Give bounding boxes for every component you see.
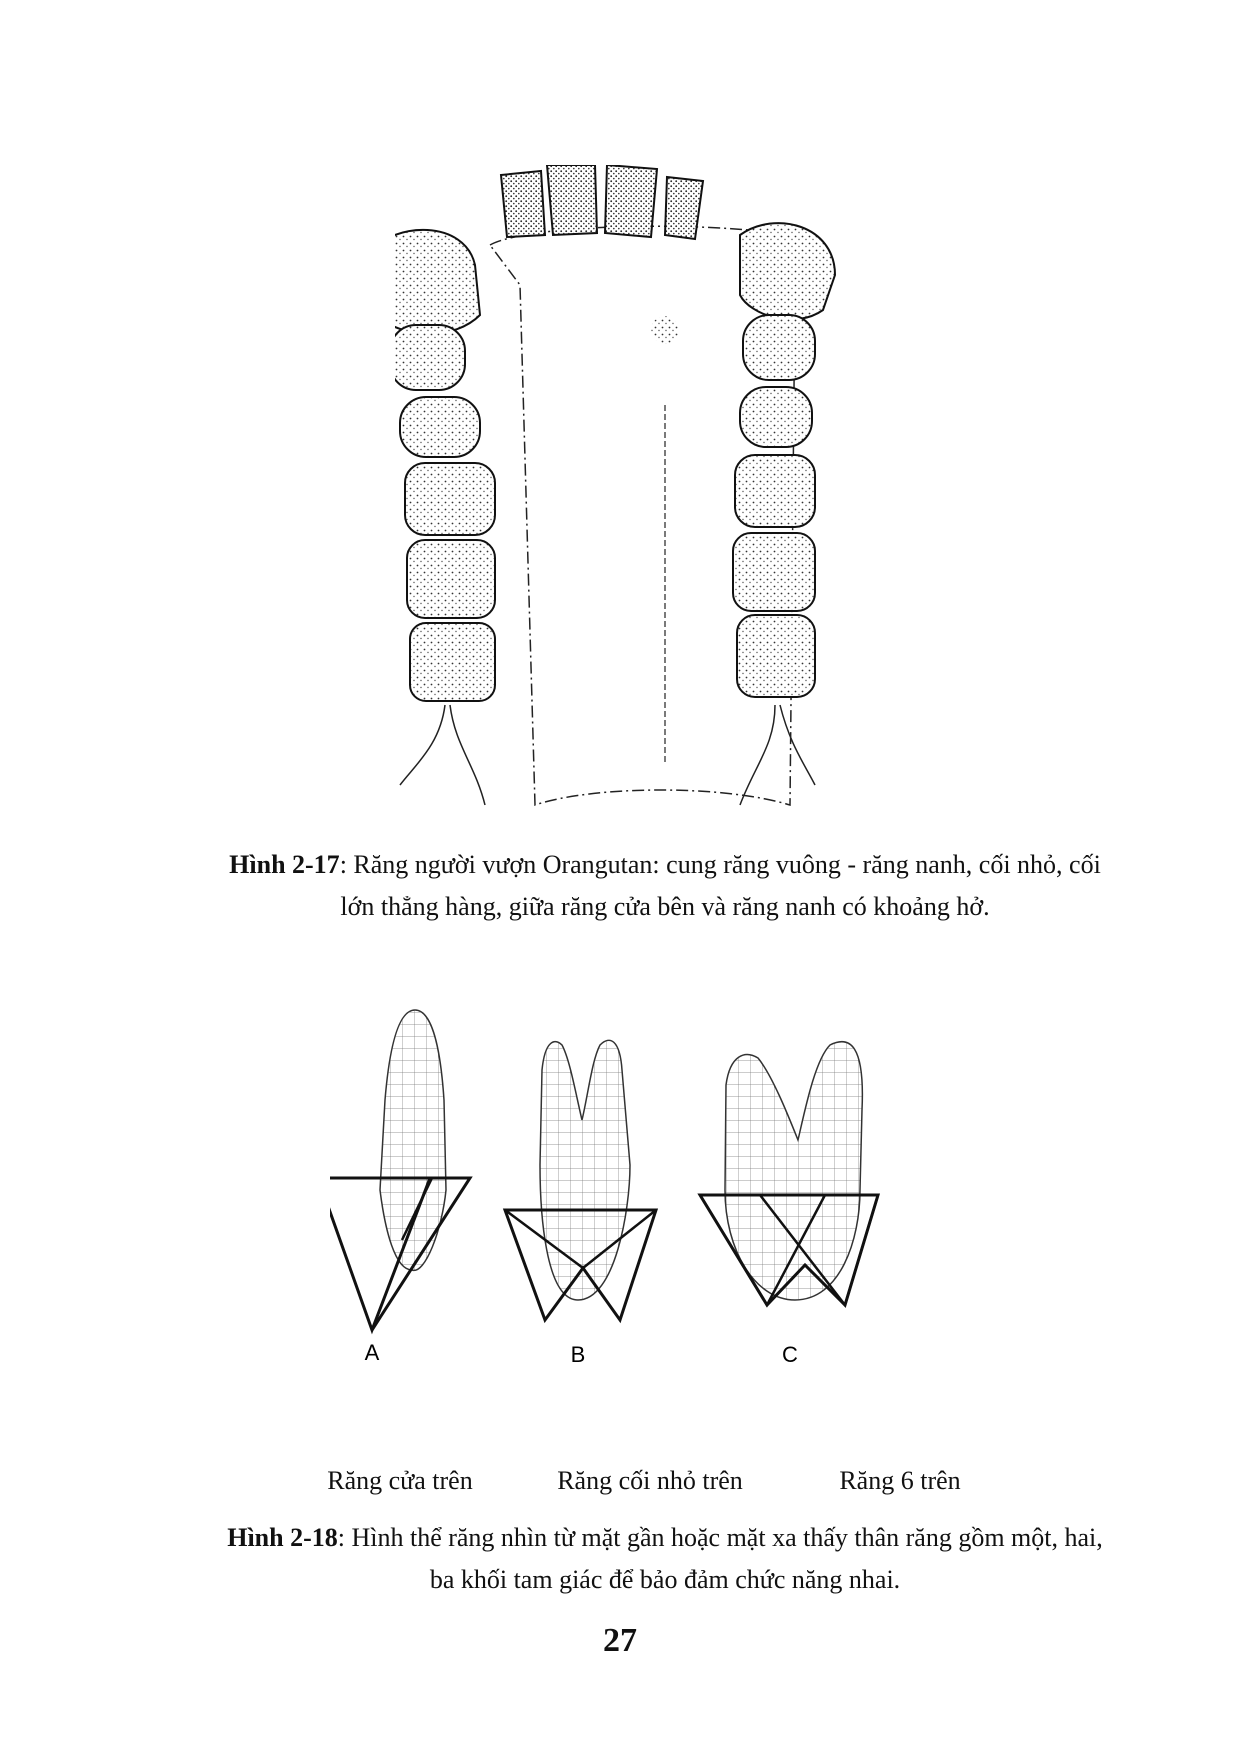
- figure-2-18-label: Hình 2-18: [227, 1523, 338, 1552]
- tooth-c-letter: C: [782, 1342, 798, 1367]
- figure-2-18-caption: [225, 1517, 1105, 1601]
- tooth-label-molar: Răng 6 trên: [839, 1466, 961, 1495]
- tooth-c-diagram: [700, 1042, 878, 1367]
- tooth-label-incisor: Răng cửa trên: [327, 1466, 473, 1495]
- figure-2-17-text: : Răng người vượn Orangutan: cung răng vuông - răng nanh, cối nhỏ, cối lớn thẳng hàng, giữa răng cửa bên và răng nanh có khoảng hở.: [339, 850, 1101, 921]
- figure-2-17-label: Hình 2-17: [229, 850, 340, 879]
- tooth-b-letter: B: [570, 1342, 586, 1367]
- tooth-triangle-diagrams: [330, 1000, 990, 1420]
- page-number: 27: [603, 1622, 637, 1659]
- tooth-b-diagram: [505, 1040, 656, 1367]
- tooth-a-letter: A: [364, 1340, 380, 1365]
- figure-2-18-text: : Hình thể răng nhìn từ mặt gần hoặc mặt xa thấy thân răng gồm một, hai, ba khối tam giác để bảo đảm chức năng nhai.: [337, 1523, 1103, 1594]
- figure-2-17-caption: [225, 844, 1105, 928]
- orangutan-dental-arch-illustration: [395, 165, 935, 830]
- tooth-label-premolar: Răng cối nhỏ trên: [557, 1466, 743, 1495]
- tooth-a-diagram: [330, 1010, 470, 1365]
